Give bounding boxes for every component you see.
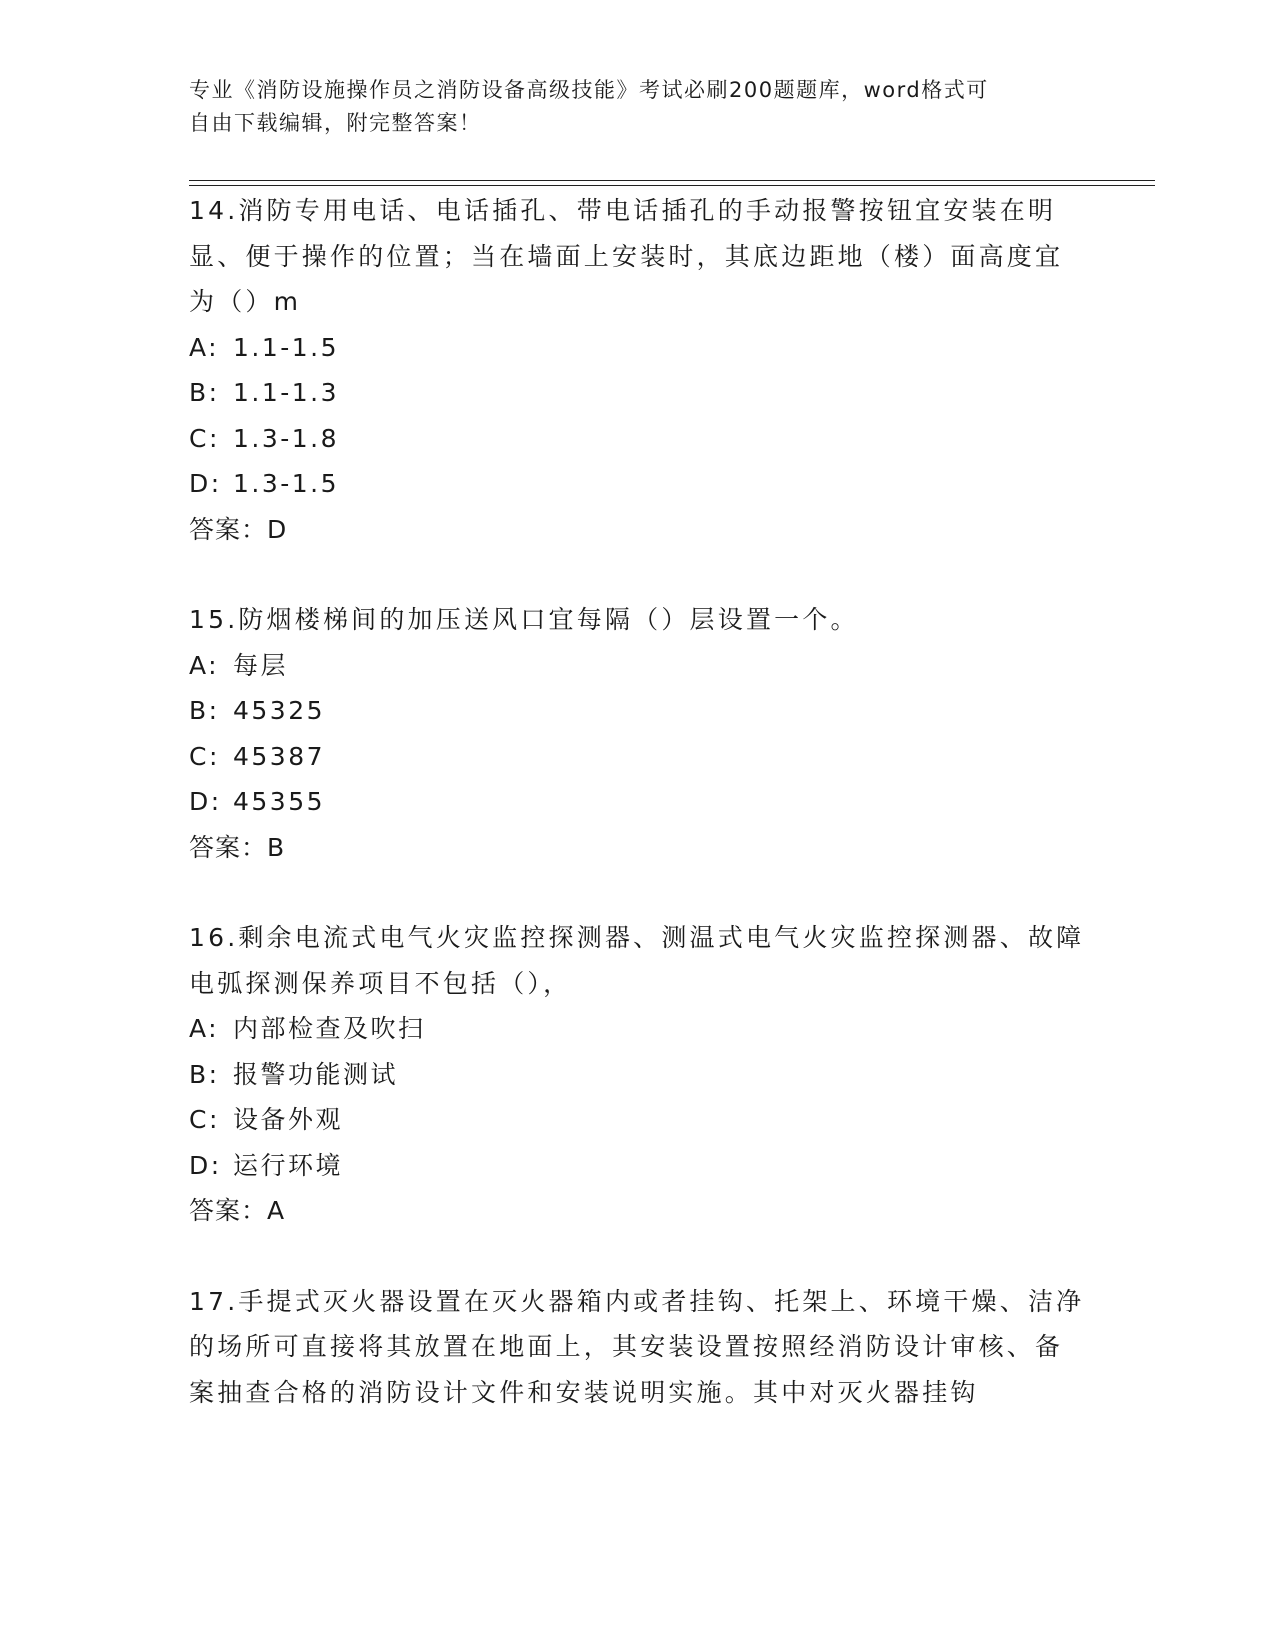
option-key: D: <box>189 787 222 816</box>
option-a <box>189 325 1089 371</box>
question-15 <box>189 597 1089 870</box>
spacer <box>189 552 1089 597</box>
option-text: 1.1-1.5 <box>233 332 340 362</box>
spacer <box>189 1234 1089 1279</box>
question-16 <box>189 915 1089 1234</box>
option-key: C: <box>189 423 220 453</box>
option-text: 每层 <box>233 650 289 680</box>
option-key: C: <box>189 741 220 771</box>
question-stem: 14.消防专用电话、电话插孔、带电话插孔的手动报警按钮宜安装在明显、便于操作的位置；当在墙面上安装时，其底边距地（楼）面高度宜为（）m <box>189 196 1064 316</box>
option-c <box>189 1097 1089 1143</box>
option-key: D: <box>189 1150 222 1180</box>
option-d <box>189 1143 1089 1189</box>
question-14 <box>189 188 1089 552</box>
option-a <box>189 643 1089 689</box>
question-17 <box>189 1279 1089 1416</box>
question-list <box>189 188 1089 1415</box>
header-line-2: 自由下载编辑，附完整答案！ <box>189 111 482 135</box>
option-c <box>189 416 1089 462</box>
option-key: D: <box>189 469 222 498</box>
option-text: 45355 <box>233 787 326 816</box>
option-key: A: <box>189 332 220 362</box>
header-line-1: 专业《消防设施操作员之消防设备高级技能》考试必刷200题题库，word格式可 <box>189 78 989 102</box>
option-b <box>189 1052 1089 1098</box>
option-text: 1.3-1.8 <box>233 423 340 453</box>
option-d <box>189 779 1089 825</box>
option-text: 45387 <box>233 741 326 771</box>
option-key: A: <box>189 1014 220 1043</box>
option-text: 1.3-1.5 <box>233 469 340 498</box>
question-stem: 15.防烟楼梯间的加压送风口宜每隔（）层设置一个。 <box>189 605 859 634</box>
header-divider-bottom <box>189 185 1155 186</box>
option-text: 运行环境 <box>233 1150 344 1180</box>
option-a <box>189 1006 1089 1052</box>
spacer <box>189 870 1089 915</box>
option-b <box>189 370 1089 416</box>
option-c <box>189 734 1089 780</box>
option-key: C: <box>189 1105 220 1134</box>
document-header <box>189 74 1069 140</box>
option-text: 内部检查及吹扫 <box>233 1014 426 1043</box>
answer-line: 答案：B <box>189 832 286 862</box>
option-key: B: <box>189 696 220 725</box>
option-b <box>189 688 1089 734</box>
answer-line: 答案：D <box>189 514 288 544</box>
option-key: B: <box>189 378 220 407</box>
answer-line: 答案：A <box>189 1196 286 1225</box>
header-divider-top <box>189 180 1155 181</box>
option-key: A: <box>189 650 220 680</box>
option-key: B: <box>189 1059 220 1089</box>
option-text: 1.1-1.3 <box>233 378 340 407</box>
question-stem: 17.手提式灭火器设置在灭火器箱内或者挂钩、托架上、环境干燥、洁净的场所可直接将其放置在地面上，其安装设置按照经消防设计审核、备案抽查合格的消防设计文件和安装说明实施。其中对灭火器挂钩 <box>189 1286 1085 1407</box>
option-d <box>189 461 1089 507</box>
option-text: 设备外观 <box>233 1105 344 1134</box>
option-text: 45325 <box>233 696 326 725</box>
question-stem: 16.剩余电流式电气火灾监控探测器、测温式电气火灾监控探测器、故障电弧探测保养项目不包括（）， <box>189 923 1085 998</box>
option-text: 报警功能测试 <box>233 1059 399 1089</box>
